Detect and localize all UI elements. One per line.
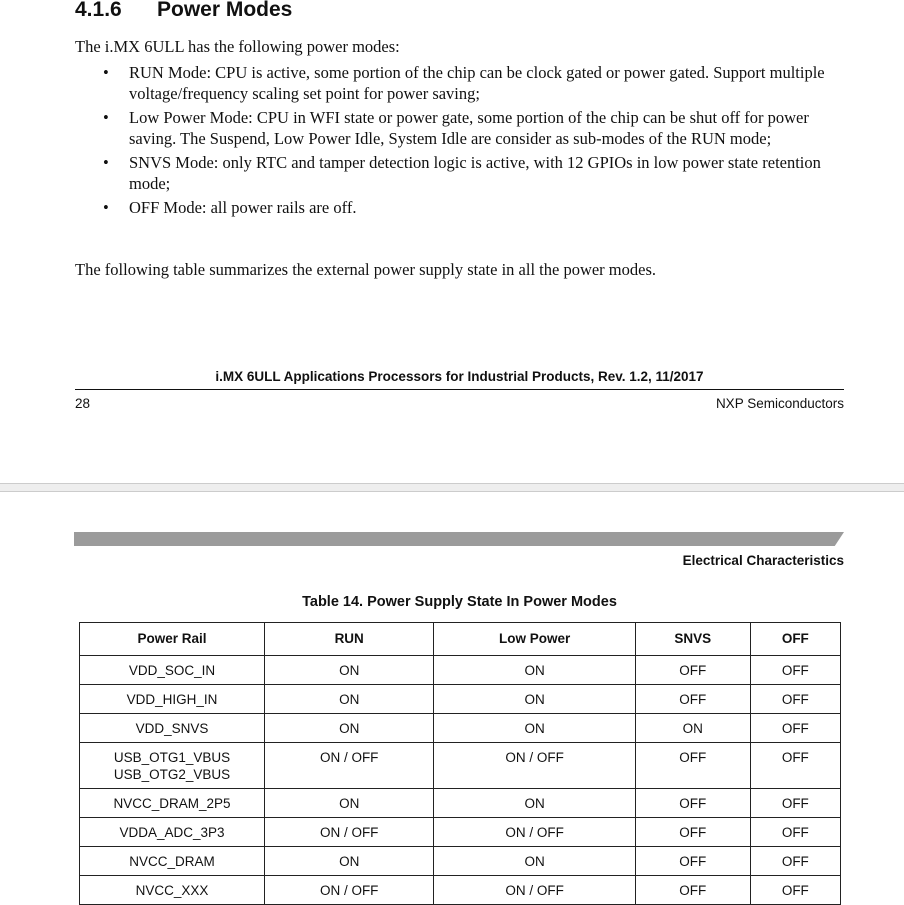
table-cell: ON	[434, 789, 635, 818]
outro-text: The following table summarizes the external power supply state in all the power modes.	[75, 260, 657, 279]
table-cell: OFF	[635, 685, 750, 714]
table-cell: OFF	[635, 847, 750, 876]
column-header: Power Rail	[80, 623, 265, 656]
table-cell: USB_OTG1_VBUS USB_OTG2_VBUS	[80, 743, 265, 789]
table-cell: ON / OFF	[434, 743, 635, 789]
table-cell: OFF	[750, 743, 840, 789]
company-name: NXP Semiconductors	[715, 396, 844, 411]
table-row	[80, 789, 841, 818]
footer-divider	[75, 389, 844, 390]
table-caption: Table 14. Power Supply State In Power Modes	[302, 594, 617, 610]
table-cell: NVCC_DRAM_2P5	[80, 789, 265, 818]
table-cell: ON / OFF	[265, 818, 434, 847]
table-cell: ON	[434, 714, 635, 743]
table-cell: OFF	[635, 743, 750, 789]
table-cell: OFF	[750, 876, 840, 905]
table-cell: VDD_SOC_IN	[80, 656, 265, 685]
table-row	[80, 876, 841, 905]
table-cell: ON	[434, 847, 635, 876]
table-row	[80, 656, 841, 685]
table-cell: OFF	[750, 714, 840, 743]
table-row	[80, 685, 841, 714]
list-item: • OFF Mode: all power rails are off.	[75, 197, 845, 218]
table-cell: OFF	[635, 789, 750, 818]
table-cell: VDD_HIGH_IN	[80, 685, 265, 714]
table-cell: OFF	[750, 656, 840, 685]
table-cell: ON	[265, 847, 434, 876]
table-cell: ON / OFF	[434, 818, 635, 847]
table-cell: ON / OFF	[434, 876, 635, 905]
column-header: RUN	[265, 623, 434, 656]
table-cell: OFF	[750, 685, 840, 714]
power-mode-list	[75, 62, 845, 221]
table-cell: NVCC_XXX	[80, 876, 265, 905]
section-heading: 4.1.6 Power Modes	[75, 0, 293, 21]
table-cell: OFF	[750, 789, 840, 818]
table-cell: ON	[434, 656, 635, 685]
table-cell: OFF	[750, 847, 840, 876]
table-cell: VDDA_ADC_3P3	[80, 818, 265, 847]
table-row	[80, 818, 841, 847]
power-supply-table	[79, 622, 841, 905]
table-cell: ON	[265, 789, 434, 818]
table-cell: ON	[265, 685, 434, 714]
table-cell: OFF	[635, 876, 750, 905]
table-cell: ON / OFF	[265, 876, 434, 905]
table-cell: ON / OFF	[265, 743, 434, 789]
list-item: • SNVS Mode: only RTC and tamper detection logic is active, with 12 GPIOs in low power state retention mode;	[75, 152, 845, 194]
intro-text: The i.MX 6ULL has the following power modes:	[75, 37, 400, 56]
table-cell: OFF	[635, 818, 750, 847]
footer-doc-title: i.MX 6ULL Applications Processors for Industrial Products, Rev. 1.2, 11/2017	[215, 369, 704, 384]
table-cell: ON	[265, 714, 434, 743]
table-cell: VDD_SNVS	[80, 714, 265, 743]
table-cell: OFF	[750, 818, 840, 847]
table-cell: ON	[265, 656, 434, 685]
column-header: SNVS	[635, 623, 750, 656]
list-item: • RUN Mode: CPU is active, some portion of the chip can be clock gated or power gated. Support multiple voltage/frequency scaling set point for power saving;	[75, 62, 845, 104]
table-cell: NVCC_DRAM	[80, 847, 265, 876]
table-row	[80, 743, 841, 789]
page-number: 28	[75, 396, 91, 411]
page-separator	[0, 483, 904, 492]
header-bar	[74, 532, 844, 546]
running-header: Electrical Characteristics	[682, 553, 844, 568]
table-row	[80, 714, 841, 743]
table-cell: ON	[434, 685, 635, 714]
table-row	[80, 847, 841, 876]
column-header: Low Power	[434, 623, 635, 656]
table-cell: OFF	[635, 656, 750, 685]
list-item: • Low Power Mode: CPU in WFI state or power gate, some portion of the chip can be shut off for power saving. The Suspend, Low Power Idle, System Idle are consider as sub-modes of the RUN mode;	[75, 107, 845, 149]
column-header: OFF	[750, 623, 840, 656]
table-cell: ON	[635, 714, 750, 743]
